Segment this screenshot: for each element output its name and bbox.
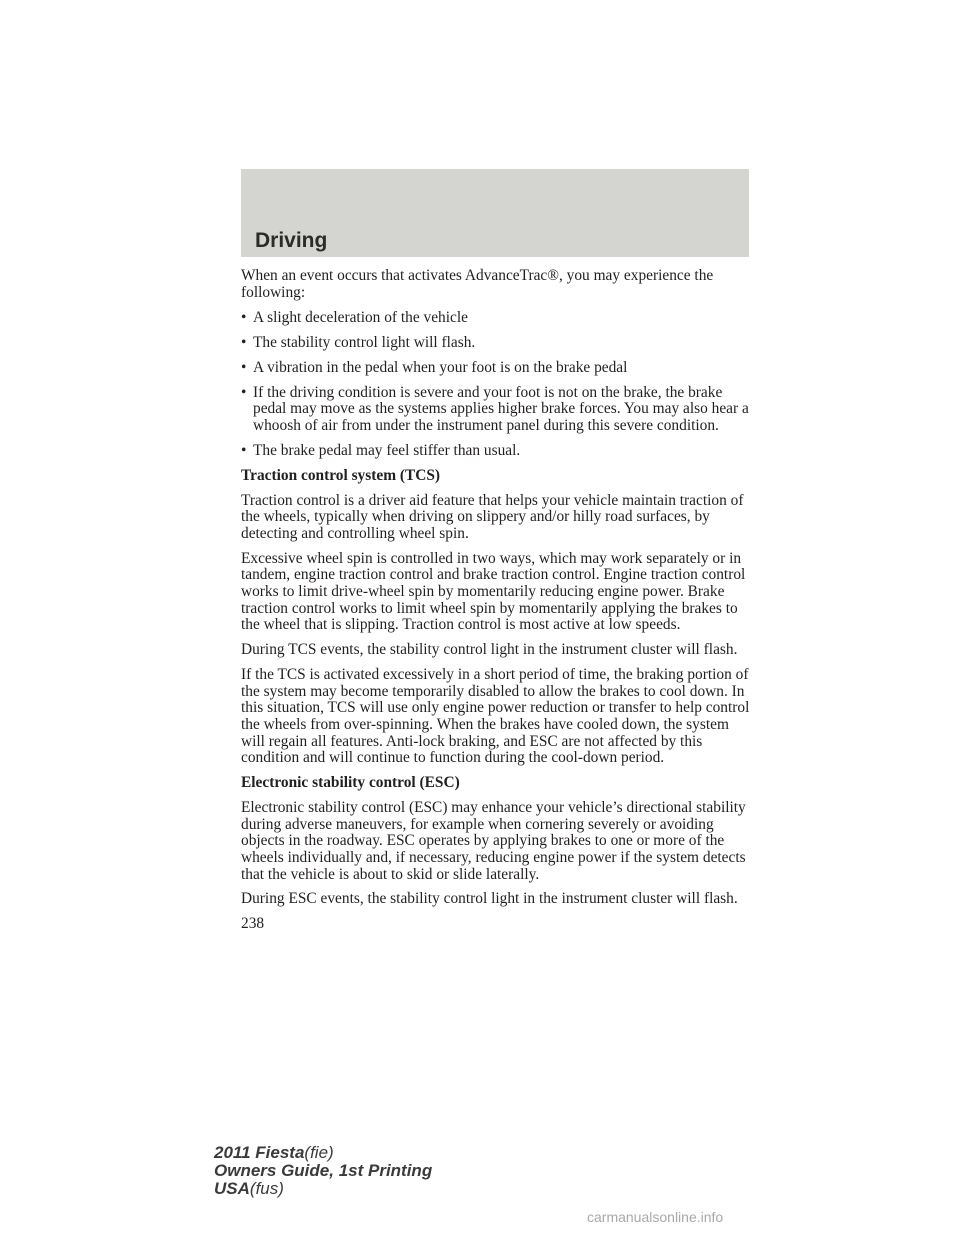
esc-heading: Electronic stability control (ESC)	[241, 774, 460, 792]
tcs-paragraph: If the TCS is activated excessively in a short period of time, the braking portion of the system may become temporarily disabled to allow the brakes to cool down. In this situation, TCS will use only engine power reduction or transfer to help control the wheels from over-spinning. When the brakes have cooled down, the system will regain all features. Anti-lock braking, and ESC are not affected by this condition and will continue to function during the cool-down period.	[241, 666, 750, 767]
print-footer	[214, 1144, 432, 1198]
watermark: carmanualsonline.info	[587, 1209, 724, 1225]
bullet-glyph: •	[241, 308, 247, 326]
tcs-paragraph: During TCS events, the stability control light in the instrument cluster will flash.	[241, 641, 738, 659]
list-item: • The stability control light will flash.	[241, 333, 476, 351]
intro-paragraph: When an event occurs that activates AdvanceTrac®, you may experience the following:	[241, 267, 714, 301]
list-item: • If the driving condition is severe and your foot is not on the brake, the brake pedal may move as the systems applies higher brake forces. You may also hear a whoosh of air from under the instrument panel during this severe condition.	[241, 383, 749, 434]
tcs-paragraph: Excessive wheel spin is controlled in two ways, which may work separately or in tandem, engine traction control and brake traction control. Engine traction control works to limit drive-wheel spin by momentarily reducing engine power. Brake traction control works to limit wheel spin by momentarily applying the brakes to the wheel that is slipping. Traction control is most active at low speeds.	[241, 549, 746, 634]
bullet-glyph: •	[241, 358, 247, 376]
footer-line: 2011 Fiesta(fie)	[214, 1143, 334, 1162]
page-content	[241, 268, 753, 941]
symptom-list	[241, 310, 753, 460]
list-item: • The brake pedal may feel stiffer than usual.	[241, 441, 521, 459]
page-number: 238	[241, 915, 265, 933]
list-item: • A slight deceleration of the vehicle	[241, 308, 468, 326]
section-title: Driving	[255, 229, 328, 252]
esc-paragraph: During ESC events, the stability control light in the instrument cluster will flash.	[241, 890, 738, 908]
bullet-glyph: •	[241, 333, 247, 351]
footer-line: Owners Guide, 1st Printing	[214, 1161, 433, 1180]
footer-line: USA(fus)	[214, 1179, 284, 1198]
list-item: • A vibration in the pedal when your foot is on the brake pedal	[241, 358, 628, 376]
bullet-glyph: •	[241, 441, 247, 459]
esc-paragraph: Electronic stability control (ESC) may enhance your vehicle’s directional stability during adverse maneuvers, for example when cornering severely or avoiding objects in the roadway. ESC operates by applying brakes to one or more of the wheels individually and, if necessary, reducing engine power if the system detects that the vehicle is about to skid or slide laterally.	[241, 799, 746, 883]
tcs-heading: Traction control system (TCS)	[241, 466, 441, 484]
bullet-glyph: •	[241, 383, 247, 401]
tcs-paragraph: Traction control is a driver aid feature that helps your vehicle maintain traction of the wheels, typically when driving on slippery and/or hilly road surfaces, by detecting and controlling wheel spin.	[241, 491, 744, 542]
